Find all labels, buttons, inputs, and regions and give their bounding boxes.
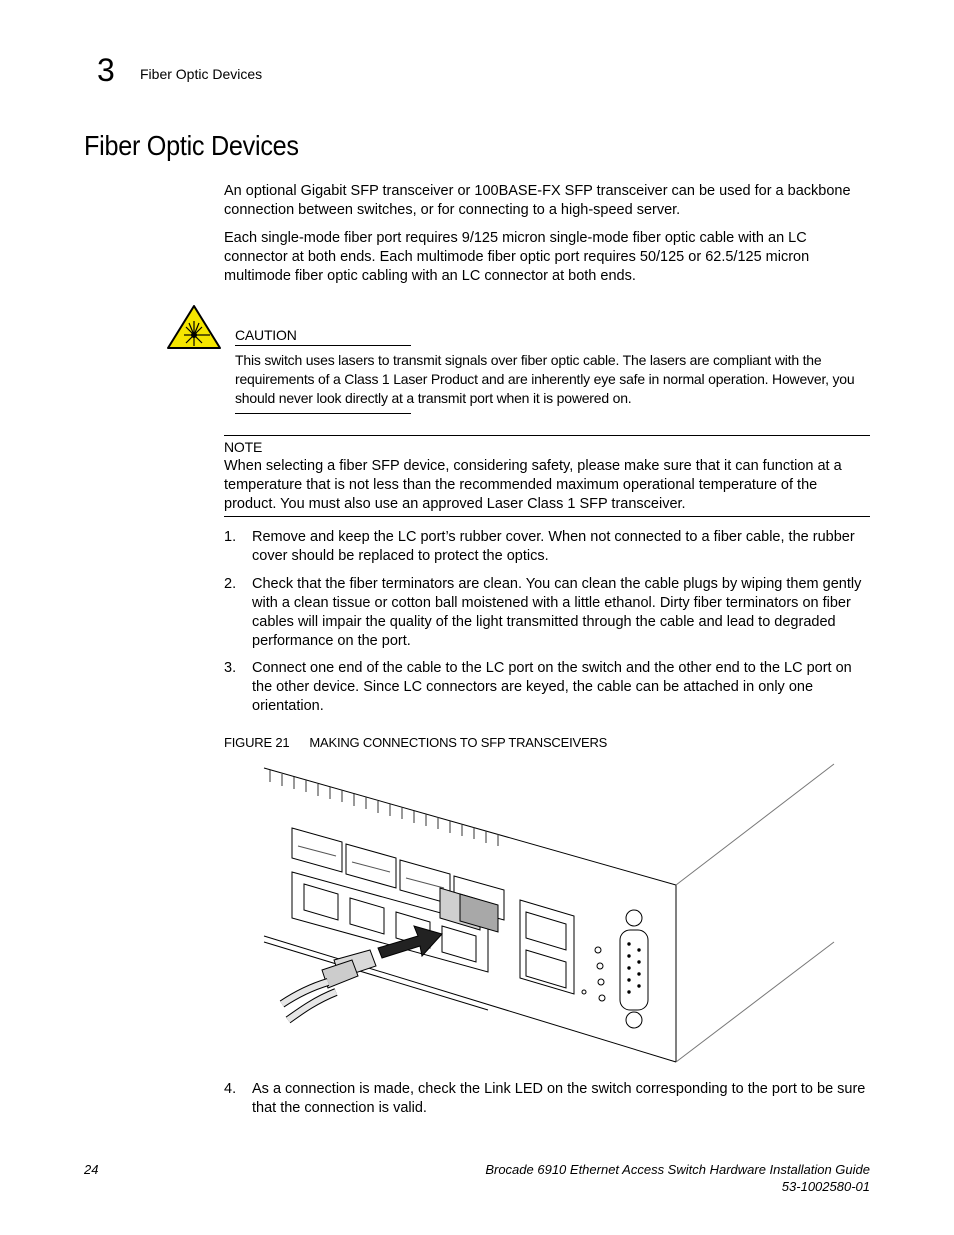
caution-text: This switch uses lasers to transmit signals over fiber optic cable. The lasers are compliant with the requirements of a Class 1 Laser Product and are inherently eye safe in normal operation. However, you should never look directly at a transmit port when it is powered on. — [235, 352, 855, 406]
intro-paragraph: An optional Gigabit SFP transceiver or 100BASE-FX SFP transceiver can be used for a backbone connection between switches, or for connecting to a high-speed server. — [224, 183, 851, 218]
footer-guide-title: Brocade 6910 Ethernet Access Switch Hardware Installation Guide — [485, 1162, 870, 1177]
sfp-connection-illustration — [258, 760, 838, 1065]
procedure-step — [224, 575, 874, 655]
step-number: 3. — [224, 660, 237, 676]
step-number: 1. — [224, 529, 237, 545]
caution-top-rule — [235, 345, 411, 346]
caution-label: CAUTION — [235, 327, 297, 343]
step-number: 4. — [224, 1081, 237, 1097]
procedure-step — [224, 1080, 874, 1120]
step-text: Check that the fiber terminators are clean. You can clean the cable plugs by wiping them gently with a clean tissue or cotton ball moistened with a little ethanol. Dirty fiber terminators on fiber cables will impair the quality of the light transmitted through the cable and lead to degraded performance on the port. — [252, 576, 862, 649]
step-text: Remove and keep the LC port’s rubber cover. When not connected to a fiber cable, the rubber cover should be replaced to protect the optics. — [252, 529, 855, 564]
procedure-step — [224, 528, 874, 568]
figure-caption — [224, 735, 607, 750]
section-title: Fiber Optic Devices — [84, 130, 299, 161]
note-bottom-rule — [224, 516, 870, 517]
step-text: As a connection is made, check the Link LED on the switch corresponding to the port to be sure that the connection is valid. — [252, 1081, 866, 1116]
cable-requirements-paragraph: Each single-mode fiber port requires 9/125 micron single-mode fiber optic cable with an LC connector at both ends. Each multimode fiber optic port requires 50/125 or 62.5/125 micron multimode fiber optic cabling with an LC connector at both ends. — [224, 230, 810, 284]
note-text: When selecting a fiber SFP device, considering safety, please make sure that it can function at a temperature that is not less than the recommended maximum operational temperature of the product. You must also use an approved Laser Class 1 SFP transceiver. — [224, 458, 842, 512]
figure-title: MAKING CONNECTIONS TO SFP TRANSCEIVERS — [309, 735, 608, 750]
note-top-rule — [224, 435, 870, 436]
running-header-title: Fiber Optic Devices — [140, 66, 263, 82]
laser-warning-icon — [166, 304, 222, 350]
chapter-number: 3 — [97, 52, 115, 88]
procedure-step — [224, 659, 874, 719]
note-label: NOTE — [224, 439, 263, 455]
caution-bottom-rule — [235, 413, 411, 414]
footer-document-id: 53-1002580-01 — [781, 1179, 870, 1194]
step-number: 2. — [224, 576, 237, 592]
page-number: 24 — [84, 1162, 99, 1177]
figure-number: FIGURE 21 — [224, 735, 290, 750]
step-text: Connect one end of the cable to the LC port on the switch and the other end to the LC port on the other device. Since LC connectors are keyed, the cable can be attached in only one orientation. — [252, 660, 852, 714]
